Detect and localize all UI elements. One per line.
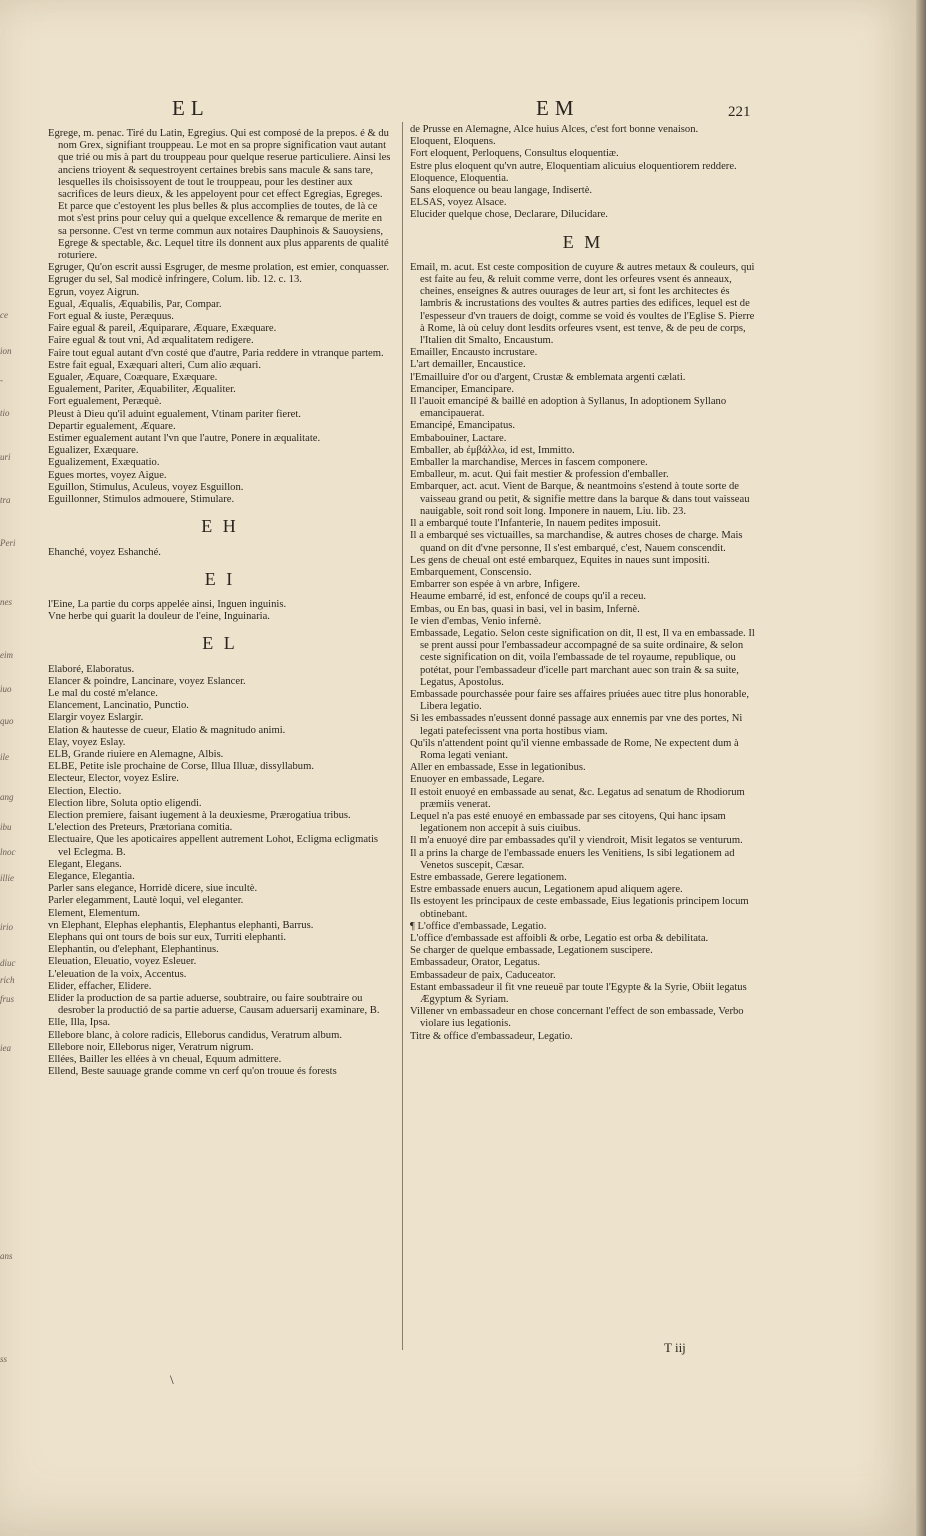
dictionary-entry: Emanciper, Emancipare. <box>410 383 514 395</box>
dictionary-entry: Il a embarqué ses victuailles, sa marchandise, & autres choses de charge. Mais quand on dit d'vne personne, Il s'est embarqué, c'est, Nauem conscendit. <box>410 530 743 554</box>
dictionary-entry: Les gens de cheual ont esté embarquez, Equites in naues sunt impositi. <box>410 554 710 566</box>
dictionary-entry: Egualer, Æquare, Coæquare, Exæquare. <box>48 372 218 384</box>
margin-note: Peri <box>0 538 16 548</box>
dictionary-entry: Emballer la marchandise, Merces in fascem componere. <box>410 457 648 469</box>
dictionary-entry: Embassade pourchassée pour faire ses affaires priuées auec titre plus honorable, Libera legatio. <box>410 688 749 713</box>
dictionary-entry: Titre & office d'embassadeur, Legatio. <box>410 1030 573 1042</box>
signature-mark: T iij <box>664 1340 686 1355</box>
dictionary-entry: Ehanché, voyez Eshanché. <box>48 546 161 558</box>
dictionary-entry: Ellebore blanc, à colore radicis, Elleborus candidus, Veratrum album. <box>48 1029 342 1041</box>
dictionary-entry: Eloquent, Eloquens. <box>410 136 496 148</box>
margin-note: iuo <box>0 684 12 694</box>
dictionary-entry: Il a embarqué toute l'Infanterie, In nauem pedites imposuit. <box>410 518 661 530</box>
dictionary-entry: Eguillonner, Stimulos admouere, Stimulare. <box>48 494 235 506</box>
dictionary-entry: Elancer & poindre, Lancinare, voyez Eslancer. <box>48 675 246 687</box>
dictionary-entry: Il l'auoit emancipé & baillé en adoption à Syllanus, In adoptionem Syllano emancipauerat. <box>410 396 727 420</box>
dictionary-entry: Estre plus eloquent qu'vn autre, Eloquentiam alicuius eloquentiorem reddere. <box>410 160 737 172</box>
dictionary-entry: Vne herbe qui guarit la douleur de l'eine, Inguinaria. <box>48 611 270 623</box>
dictionary-entry: Ellend, Beste sauuage grande comme vn cerf qu'on trouue és forests <box>48 1066 337 1078</box>
margin-note: quo <box>0 716 14 726</box>
dictionary-entry: Egruger, Qu'on escrit aussi Esgruger, de mesme prolation, est emier, conquasser. <box>48 262 390 274</box>
dictionary-entry: Eleuation, Eleuatio, voyez Esleuer. <box>48 956 197 968</box>
dictionary-entry: Il a prins la charge de l'embassade enuers les Venitiens, Is sibi legationem ad Venetos suscepit, Cæsar. <box>410 847 735 871</box>
dictionary-entry: Qu'ils n'attendent point qu'il vienne embassade de Rome, Ne expectent dum à Roma legati veniant. <box>410 737 739 761</box>
dictionary-entry: Embas, ou En bas, quasi in basi, vel in basim, Infernè. <box>410 603 640 615</box>
margin-note: irio <box>0 922 14 932</box>
dictionary-entry: Aller en embassade, Esse in legationibus. <box>410 762 586 774</box>
dictionary-entry: l'Emailluire d'or ou d'argent, Crustæ & emblemata argenti cælati. <box>410 371 686 383</box>
dictionary-entry: L'office d'embassade est affoibli & orbe, Legatio est orba & debilitata. <box>410 933 709 944</box>
dictionary-entry: de Prusse en Alemagne, Alce huius Alces, c'est fort bonne venaison. <box>410 124 699 135</box>
dictionary-entry: Il estoit enuoyé en embassade au senat, &c. Legatus ad senatum de Rhodiorum præmiis venerat. <box>410 786 745 810</box>
dictionary-entry: Estre embassade, Gerere legationem. <box>410 871 567 883</box>
dictionary-entry: Elegance, Elegantia. <box>48 870 135 882</box>
dictionary-entry: Sans eloquence ou beau langage, Indisertè. <box>410 185 593 197</box>
dictionary-entry: Fort egual & iuste, Peræquus. <box>48 311 174 323</box>
section-heading: E L <box>202 633 238 654</box>
left-column <box>48 128 392 1078</box>
margin-note: diuc <box>0 958 16 968</box>
margin-note: uri <box>0 452 11 462</box>
dictionary-entry: Estre embassade enuers aucun, Legationem apud aliquem agere. <box>410 884 683 896</box>
dictionary-entry: Electuaire, Que les apoticaires appellent autrement Lohot, Ecligma ecligmatis vel Eclegma. B. <box>48 834 379 858</box>
dictionary-entry: Departir egualement, Æquare. <box>48 420 176 432</box>
dictionary-entry: Fort eloquent, Perloquens, Consultus eloquentiæ. <box>410 148 619 160</box>
margin-note: rich <box>0 975 15 985</box>
dictionary-entry: Egualizer, Exæquare. <box>48 445 139 457</box>
margin-note: ile <box>0 752 9 762</box>
margin-note: ce <box>0 310 8 320</box>
dictionary-entry: Egualizement, Exæquatio. <box>48 457 160 469</box>
dictionary-entry: Elargir voyez Eslargir. <box>48 712 144 724</box>
right-column <box>410 124 756 1043</box>
dictionary-entry: Estant embassadeur il fit vne reueuë par toute l'Egypte & la Syrie, Obiit legatus Ægyptum & Syriam. <box>410 981 747 1006</box>
dictionary-entry: Election premiere, faisant iugement à la deuxiesme, Prærogatiua tribus. <box>48 809 351 821</box>
dictionary-entry: Embarquement, Conscensio. <box>410 566 532 578</box>
margin-note: nes <box>0 597 12 607</box>
dictionary-entry: Elephans qui ont tours de bois sur eux, Turriti elephanti. <box>48 931 287 943</box>
dictionary-entry: Embassade, Legatio. Selon ceste signification on dit, Il est, Il va en embassade. Il se prent aussi pour l'embassadeur accompagné de sa suite ordinaire, & selon ceste signification on dit, voila l'embassade de tel royaume, republique, ou potétat, pour l'embassadeur d'icelle part marchant auec son train & sa suite, Legatus, Apostolus. <box>410 627 755 688</box>
section-heading: E M <box>562 231 604 252</box>
dictionary-entry: Elancement, Lancinatio, Punctio. <box>48 700 189 712</box>
dictionary-entry: L'eleuation de la voix, Accentus. <box>48 968 187 980</box>
column-rule <box>402 122 403 1350</box>
running-head-right: EM <box>536 96 580 120</box>
dictionary-entry: Enuoyer en embassade, Legare. <box>410 774 545 786</box>
dictionary-entry: Elephantin, ou d'elephant, Elephantinus. <box>48 944 219 956</box>
dictionary-entry: ELB, Grande riuiere en Alemagne, Albis. <box>48 748 224 760</box>
dictionary-entry: Elider la production de sa partie aduerse, soubtraire, ou faire soubtraire ou desrober la productió de sa partie aduerse, Causam aduersarij examinare, B. <box>48 993 380 1017</box>
dictionary-entry: Parler elegamment, Lautè loqui, vel eleganter. <box>48 895 244 907</box>
dictionary-entry: Parler sans elegance, Horridè dicere, siue incultè. <box>48 883 258 895</box>
dictionary-entry: Elegant, Elegans. <box>48 858 122 870</box>
dictionary-entry: Egrun, voyez Aigrun. <box>48 286 140 298</box>
dictionary-entry: Embassadeur, Orator, Legatus. <box>410 957 541 969</box>
dictionary-entry: Estimer egualement autant l'vn que l'autre, Ponere in æqualitate. <box>48 433 321 445</box>
dictionary-entry: Eguillon, Stimulus, Aculeus, voyez Esguillon. <box>48 481 244 493</box>
section-heading: E I <box>204 568 236 589</box>
dictionary-entry: ELSAS, voyez Alsace. <box>410 197 507 209</box>
margin-note: frus <box>0 994 15 1004</box>
margin-note: lnoc <box>0 847 16 857</box>
dictionary-entry: Elucider quelque chose, Declarare, Dilucidare. <box>410 209 608 221</box>
margin-note: ans <box>0 1251 13 1261</box>
dictionary-entry: Heaume embarré, id est, enfoncé de coups qu'il a receu. <box>410 591 647 603</box>
dictionary-entry: Faire egual & tout vni, Ad æqualitatem redigere. <box>48 335 254 347</box>
dictionary-entry: Villener vn embassadeur en chose concernant l'effect de son embassade, Verbo violare ius legationis. <box>410 1006 744 1030</box>
dictionary-entry: Egues mortes, voyez Aigue. <box>48 469 167 481</box>
margin-note: ang <box>0 792 14 802</box>
dictionary-entry: Election libre, Soluta optio eligendi. <box>48 797 202 809</box>
dictionary-entry: L'election des Preteurs, Prætoriana comitia. <box>48 822 233 834</box>
running-head-left: EL <box>172 96 210 120</box>
dictionary-entry: Ellées, Bailler les ellées à vn cheual, Equum admittere. <box>48 1054 282 1066</box>
dictionary-entry: Egruger du sel, Sal modicè infringere, Colum. lib. 12. c. 13. <box>48 274 302 286</box>
stray-mark: \ <box>170 1372 174 1387</box>
dictionary-entry: Election, Electio. <box>48 785 122 797</box>
margin-note: ibu <box>0 822 12 832</box>
dictionary-entry: Le mal du costé m'elance. <box>48 687 158 699</box>
dictionary-entry: Si les embassades n'eussent donné passage aux ennemis par vne des portes, Ni legati patefecissent vna porta hostibus viam. <box>410 713 743 737</box>
dictionary-entry: Ie vien d'embas, Venio infernè. <box>410 615 542 627</box>
dictionary-entry: Estre fait egual, Exæquari alteri, Cum alio æquari. <box>48 359 261 371</box>
dictionary-entry: ¶ L'office d'embassade, Legatio. <box>410 920 547 932</box>
dictionary-entry: Pleust à Dieu qu'il aduint egualement, Vtinam pariter fieret. <box>48 408 301 420</box>
dictionary-entry: Emailler, Encausto incrustare. <box>410 347 538 359</box>
dictionary-entry: Fort egualement, Peræquè. <box>48 396 162 408</box>
dictionary-entry: Lequel n'a pas esté enuoyé en embassade par ses citoyens, Qui hanc ipsam legationem non accepit à suis ciuibus. <box>410 810 726 835</box>
dictionary-entry: Ellebore noir, Elleborus niger, Veratrum nigrum. <box>48 1041 254 1053</box>
dictionary-entry: Email, m. acut. Est ceste composition de cuyure & autres metaux & couleurs, qui est faite au feu, & reluit comme verre, dont les orfeures vsent és anneaux, cheines, enseignes & autres ouurages de leur art, si font les architectes és lambris & incrustations des voultes & autres parties des edifices, lequel est de l'espesseur d'vn trauers de doigt, comme se void és voultes de l'Eglise S. Pierre à Rome, là où celuy dont lesdits orfeures vsent, est tenve, & de peu de corps, l'Italien dit Smalto, Encaustum. <box>410 261 755 347</box>
dictionary-entry: Emballeur, m. acut. Qui fait mestier & profession d'emballer. <box>410 469 669 481</box>
dictionary-entry: Faire tout egual autant d'vn costé que d'autre, Paria reddere in vtranque partem. <box>48 347 384 359</box>
dictionary-entry: Se charger de quelque embassade, Legationem suscipere. <box>410 945 653 957</box>
dictionary-entry: Eloquence, Eloquentia. <box>410 172 509 184</box>
dictionary-entry: Elaboré, Elaboratus. <box>48 663 135 675</box>
section-heading: E H <box>201 516 239 537</box>
margin-note: ion <box>0 346 12 356</box>
margin-note: - <box>0 375 3 385</box>
page-number: 221 <box>728 104 751 120</box>
dictionary-entry: Il m'a enuoyé dire par embassades qu'il y viendroit, Misit legatos se venturum. <box>410 835 743 847</box>
dictionary-entry: Egualement, Pariter, Æquabiliter, Æqualiter. <box>48 384 236 396</box>
dictionary-entry: Elle, Illa, Ipsa. <box>48 1017 111 1029</box>
dictionary-entry: Embarquer, act. acut. Vient de Barque, & neantmoins s'estend à toute sorte de vaisseau grand ou petit, & signifie mettre dans la barque & dans tout vaisseau nauigable, soit rond soit long. Imponere in nauem, Liu. lib. 23. <box>410 481 750 517</box>
margin-note: eim <box>0 650 13 660</box>
dictionary-entry: Faire egual & pareil, Æquiparare, Æquare, Exæquare. <box>48 323 277 335</box>
dictionary-entry: ELBE, Petite isle prochaine de Corse, Illua Illuæ, dissyllabum. <box>48 761 314 773</box>
dictionary-entry: Embabouiner, Lactare. <box>410 432 507 444</box>
page-edge <box>916 0 926 1536</box>
dictionary-entry: Elation & hautesse de cueur, Elatio & magnitudo animi. <box>48 724 286 736</box>
margin-note: ss <box>0 1354 8 1364</box>
dictionary-entry: vn Elephant, Elephas elephantis, Elephantus elephanti, Barrus. <box>48 919 314 931</box>
dictionary-entry: l'Eine, La partie du corps appelée ainsi, Inguen inguinis. <box>48 598 287 610</box>
margin-note: illie <box>0 873 14 883</box>
dictionary-entry: Electeur, Elector, voyez Eslire. <box>48 773 179 785</box>
margin-note: tio <box>0 408 10 418</box>
dictionary-entry: Elay, voyez Eslay. <box>48 736 126 748</box>
dictionary-entry: L'art demailler, Encaustice. <box>410 359 526 371</box>
dictionary-entry: Emancipé, Emancipatus. <box>410 420 516 432</box>
dictionary-entry: Embarrer son espée à vn arbre, Infigere. <box>410 579 581 591</box>
dictionary-entry: Embassadeur de paix, Caduceator. <box>410 969 556 981</box>
dictionary-entry: Emballer, ab ἐμβάλλω, id est, Immitto. <box>410 444 575 456</box>
margin-note: iea <box>0 1043 11 1053</box>
dictionary-entry: Egual, Æqualis, Æquabilis, Par, Compar. <box>48 298 222 310</box>
dictionary-entry: Element, Elementum. <box>48 907 141 919</box>
dictionary-entry: Elider, effacher, Elidere. <box>48 980 152 992</box>
dictionary-entry: Ils estoyent les principaux de ceste embassade, Eius legationis principem locum obtinebant. <box>410 896 749 920</box>
margin-note: tra <box>0 495 11 505</box>
dictionary-entry: Egrege, m. penac. Tiré du Latin, Egregius. Qui est composé de la prepos. é & du nom Grex, signifiant trouppeau. Le mot en sa propre signification vaut autant que trié ou mis à part du trouppeau pour quelque reserue particuliere. Ainsi les anciens trioyent & sequestroyent certaines brebis sans macule & sans tare, lesquelles ils choisissoyent de tout le trouppeau, pour les destiner aux sacrifices de leurs dieux, & les appeloyent pour cet effect Egregias, Egreges. Et parce que c'estoyent les plus belles & plus accomplies de toutes, de là ce mot s'est prins pour celuy qui a quelque excellence & remarque de merite en sa personne. C'est vn terme commun aux notaires Dauphinois & Sauoysiens, Egrege & spectable, &c. Lequel titre ils donnent aux plus apparents de qualité roturiere. <box>48 128 391 262</box>
